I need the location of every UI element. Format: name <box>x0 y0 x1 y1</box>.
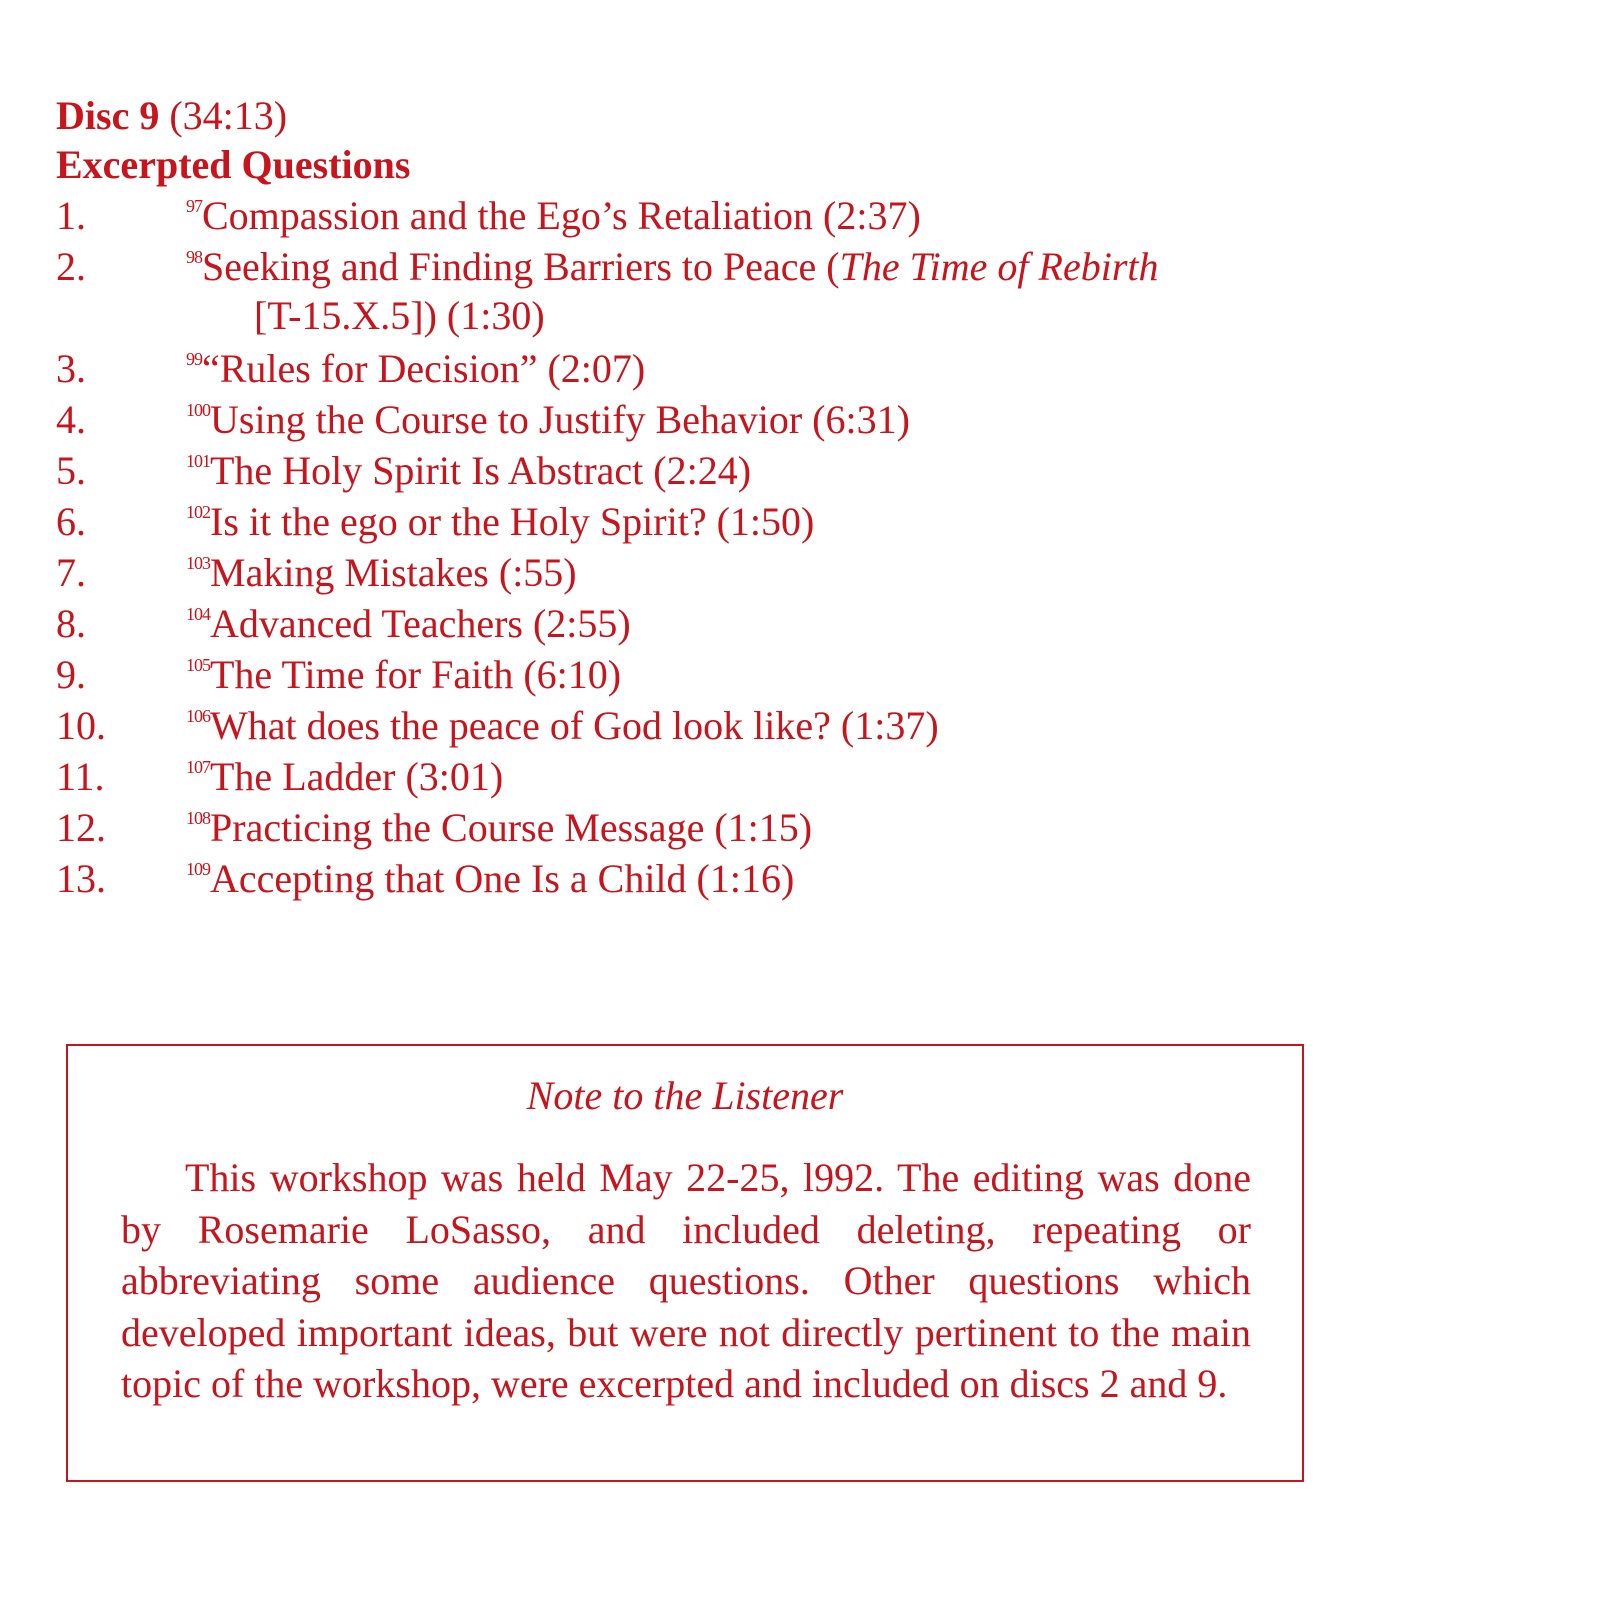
track-number: 1. <box>56 193 86 238</box>
track-number: 6. <box>56 499 86 544</box>
track-item <box>56 751 1456 802</box>
track-item <box>56 598 1456 649</box>
footnote-ref: 101 <box>186 451 210 471</box>
track-number: 8. <box>56 601 86 646</box>
track-item <box>56 496 1456 547</box>
footnote-ref: 98 <box>186 247 202 267</box>
footnote-ref: 106 <box>186 706 210 726</box>
track-number: 2. <box>56 244 86 289</box>
track-list <box>56 190 1456 904</box>
track-number: 10. <box>56 703 106 748</box>
track-title-text: Practicing the Course Message (1:15) <box>210 805 813 850</box>
track-number: 3. <box>56 346 86 391</box>
note-title: Note to the Listener <box>526 1073 844 1118</box>
track-title-text: Using the Course to Justify Behavior (6:31) <box>210 397 910 442</box>
track-title-text: Seeking and Finding Barriers to Peace ( <box>202 244 840 289</box>
track-item <box>56 343 1456 394</box>
disc-header <box>56 92 287 140</box>
track-number: 11. <box>56 754 105 799</box>
track-item <box>56 700 1456 751</box>
footnote-ref: 103 <box>186 553 210 573</box>
track-title-text: The Holy Spirit Is Abstract (2:24) <box>210 448 752 493</box>
footnote-ref: 100 <box>186 400 210 420</box>
disc-duration: (34:13) <box>169 93 288 138</box>
footnote-ref: 99 <box>186 349 202 369</box>
note-box <box>66 1044 1304 1482</box>
track-item <box>56 190 1456 241</box>
track-title-italic: The Time of Rebirth <box>839 244 1159 289</box>
track-item <box>56 241 1456 343</box>
track-number: 4. <box>56 397 86 442</box>
footnote-ref: 109 <box>186 859 210 879</box>
track-number: 9. <box>56 652 86 697</box>
track-title-text: Accepting that One Is a Child (1:16) <box>210 856 795 901</box>
track-item <box>56 394 1456 445</box>
track-title-text: What does the peace of God look like? (1:37) <box>210 703 939 748</box>
disc-label: Disc 9 <box>56 93 160 138</box>
track-title-text: Making Mistakes (:55) <box>210 550 577 595</box>
track-number: 12. <box>56 805 106 850</box>
track-title-text: The Ladder (3:01) <box>210 754 504 799</box>
footnote-ref: 97 <box>186 196 202 216</box>
track-item <box>56 802 1456 853</box>
track-item <box>56 445 1456 496</box>
footnote-ref: 108 <box>186 808 210 828</box>
track-title <box>186 853 794 912</box>
note-body: This workshop was held May 22-25, l992. The editing was done by Rosemarie LoSasso, and included deleting, repeating or abbreviating some audience questions. Other questions which developed important ideas, but were not directly pertinent to the main topic of the workshop, were excerpted and included on discs 2 and 9. <box>121 1155 1251 1406</box>
track-item <box>56 649 1456 700</box>
track-number: 13. <box>56 856 106 901</box>
track-number: 5. <box>56 448 86 493</box>
footnote-ref: 105 <box>186 655 210 675</box>
track-title-continuation: [T-15.X.5]) (1:30) <box>254 293 545 338</box>
section-title: Excerpted Questions <box>56 142 411 187</box>
track-title-text: “Rules for Decision” (2:07) <box>202 346 646 391</box>
track-title-text: The Time for Faith (6:10) <box>210 652 622 697</box>
track-number: 7. <box>56 550 86 595</box>
footnote-ref: 104 <box>186 604 210 624</box>
footnote-ref: 102 <box>186 502 210 522</box>
track-title-text: Compassion and the Ego’s Retaliation (2:37) <box>202 193 921 238</box>
track-item <box>56 547 1456 598</box>
track-item <box>56 853 1456 904</box>
footnote-ref: 107 <box>186 757 210 777</box>
track-title-text: Is it the ego or the Holy Spirit? (1:50) <box>210 499 815 544</box>
track-title-text: Advanced Teachers (2:55) <box>210 601 631 646</box>
